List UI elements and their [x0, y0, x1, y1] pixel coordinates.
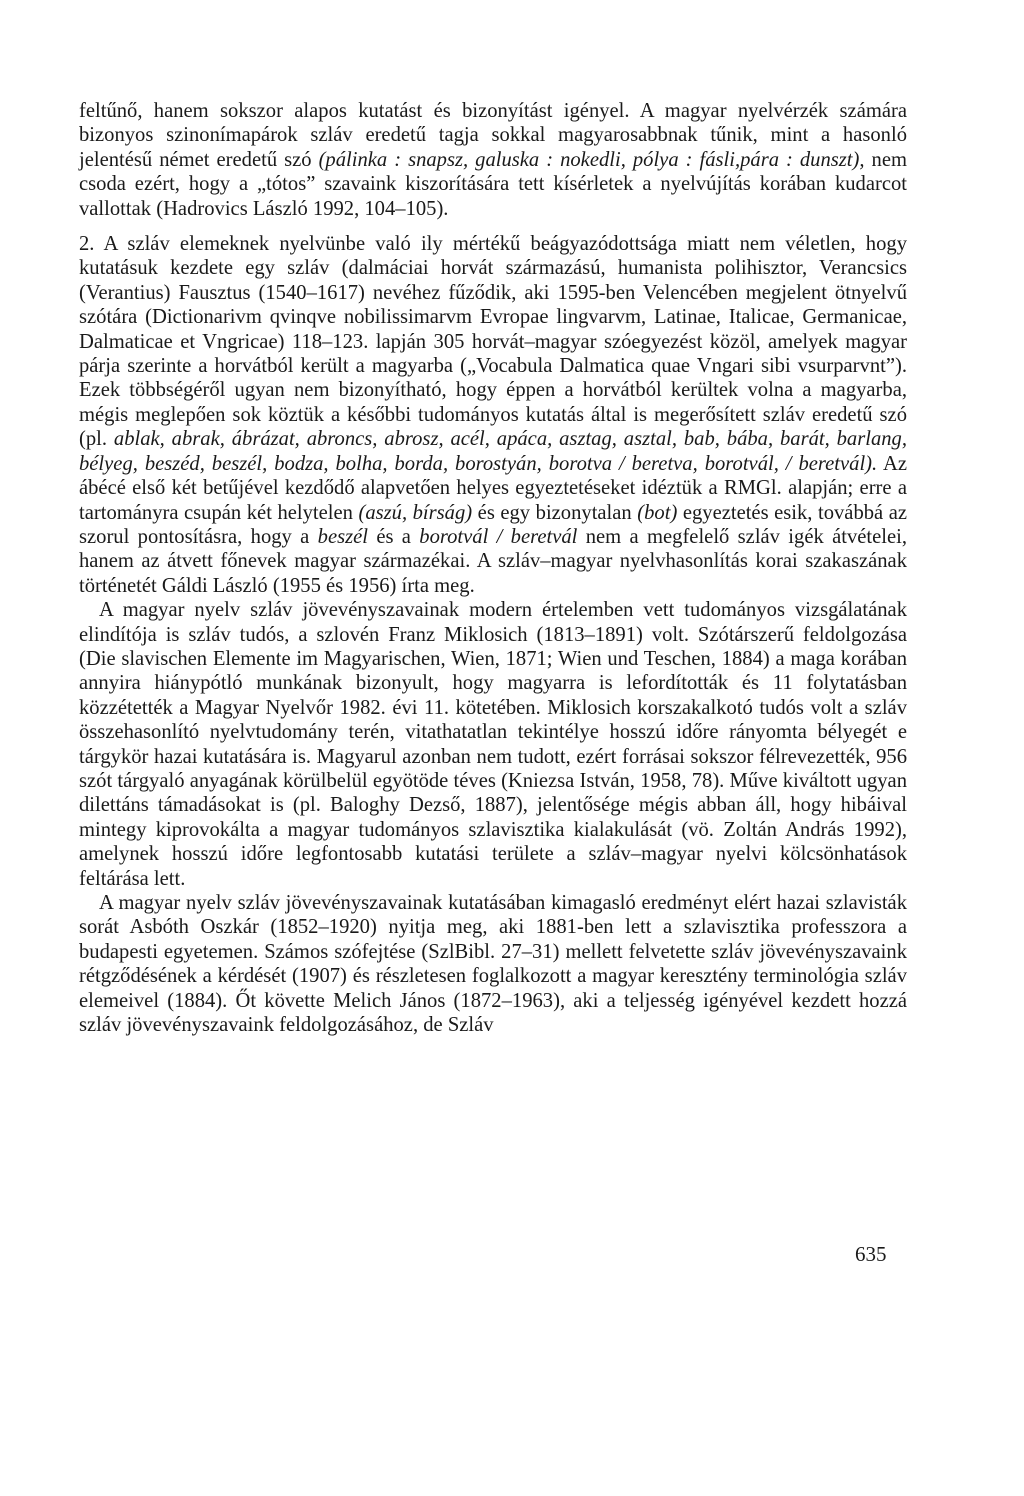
paragraph-intro — [79, 99, 907, 221]
text-run: A magyar nyelv szláv jövevényszavainak modern értelemben vett tudományos vizsgálatának elindítója is szláv tudós, a szlovén Franz Miklosich (1813–1891) volt. Szótárszerű feldolgozása (Die slavischen Elemente im Magyarischen, Wien, 1871; Wien und Teschen, 1884) a maga korában annyira hiánypótló munkának bizonyult, hogy magyarra is lefordították és 11 folytatásban közzétették a Magyar Nyelvőr 1982. évi 11. kötetében. Miklosich korszakalkotó tudós volt a szláv összehasonlító nyelvtudomány terén, vitathatatlan tekintélye hosszú időre rányomta bélyegét e tárgykör hazai kutatására is. Magyarul azonban nem tudott, ezért forrásai sokszor félrevezették, 956 szót tárgyaló anyagának körülbelül egyötöde téves (Kniezsa István, 1958, 78). Műve kiváltott ugyan dilettáns támadásokat is (pl. Baloghy Dezső, 1887), jelentősége mégis abban áll, hogy hibáival mintegy kiprovokálta a magyar tudományos szlavisztika kialakulását (vö. Zoltán András 1992), amelynek hosszú időre legfontosabb kutatási területe a szláv–magyar nyelvi kölcsönhatások feltárása lett. — [79, 599, 907, 890]
italic-text-run: (aszú, bírság) — [358, 501, 473, 524]
page-number: 635 — [855, 1242, 887, 1266]
text-run: Az ábécé első két betűjével kezdődő alapvetően helyes egyeztetéseket idéztük a RMGl. alapján; erre a tartományra csupán két helytelen — [79, 452, 907, 524]
text-run: és a — [367, 525, 420, 548]
text-run: A magyar nyelv szláv jövevényszavainak kutatásában kimagasló eredményt elért hazai szlavisták sorát Asbóth Oszkár (1852–1920) nyitja meg, aki 1881-ben lett a szlavisztika professzora a budapesti egyetemen. Számos szófejtése (SzlBibl. 27–31) mellett felvetette szláv jövevényszavaink rétgződésének a kérdését (1907) és részletesen foglalkozott a magyar keresztény terminológia szláv elemeivel (1884). Őt követte Melich János (1872–1963), aki a teljesség igényével kezdett hozzá szláv jövevényszavaink feldolgozásához, de Szláv — [79, 892, 907, 1037]
text-run: és egy bizonytalan — [472, 501, 638, 524]
page-body — [79, 99, 907, 1037]
text-run: egyeztetés esik, továbbá az szorul pontosításra, hogy a — [79, 501, 907, 548]
paragraph-miklosich — [79, 598, 907, 891]
italic-text-run: beszél — [317, 525, 368, 548]
italic-text-run: borotvál / beretvál — [419, 525, 578, 548]
italic-text-run: (bot) — [637, 501, 678, 524]
text-run: nem csoda ezért, hogy a „tótos” szavaink kiszorítására tett kísérletek a nyelvújítás korában kudarcot vallottak (Hadrovics László 1992, 104–105). — [79, 148, 907, 220]
paragraph-asboth — [79, 891, 907, 1037]
italic-text-run: (pálinka : snapsz, galuska : nokedli, pólya : fásli,pára : dunszt), — [318, 148, 865, 171]
italic-text-run: ablak, abrak, ábrázat, abroncs, abrosz, acél, apáca, asztag, asztal, bab, bába, barát, barlang, bélyeg, beszéd, beszél, bodza, bolha, borda, borostyán, borotva / beretva, borotvál, / beretvál). — [79, 428, 907, 475]
text-run: nem a megfelelő szláv igék átvételei, hanem az átvett főnevek magyar származékai. A szláv–magyar nyelvhasonlítás korai szakaszának történetét Gáldi László (1955 és 1956) írta meg. — [79, 525, 907, 597]
paragraph-section-2 — [79, 232, 907, 598]
text-run: feltűnő, hanem sokszor alapos kutatást és bizonyítást igényel. A magyar nyelvérzék számára bizonyos szinonímapárok szláv eredetű tagja sokkal magyarosabbnak tűnik, mint a hasonló jelentésű német eredetű szó — [79, 100, 907, 171]
text-run: 2. A szláv elemeknek nyelvünbe való ily mértékű beágyazódottsága miatt nem véletlen, hogy kutatásuk kezdete egy szláv (dalmáciai horvát származású, humanista polihisztor, Verancsics (Verantius) Fausztus (1540–1617) nevéhez fűződik, aki 1595-ben Velencében megjelent ötnyelvű szótára (Dictionarivm qvinqve nobilissimarvm Evropae lingvarvm, Latinae, Italicae, Germanicae, Dalmaticae et Vngricae) 118–123. lapján 305 horvát–magyar szóegyezést közöl, amelyek magyar párja szerinte a horvátból került a magyarba („Vocabula Dalmatica quae Vngari sibi vsurparvnt”). Ezek többségéről ugyan nem bizonyítható, hogy éppen a horvátból kerültek volna a magyarba, mégis meglepően sok köztük a későbbi tudományos kutatás által is megerősített szláv eredetű szó (pl. — [79, 233, 907, 451]
